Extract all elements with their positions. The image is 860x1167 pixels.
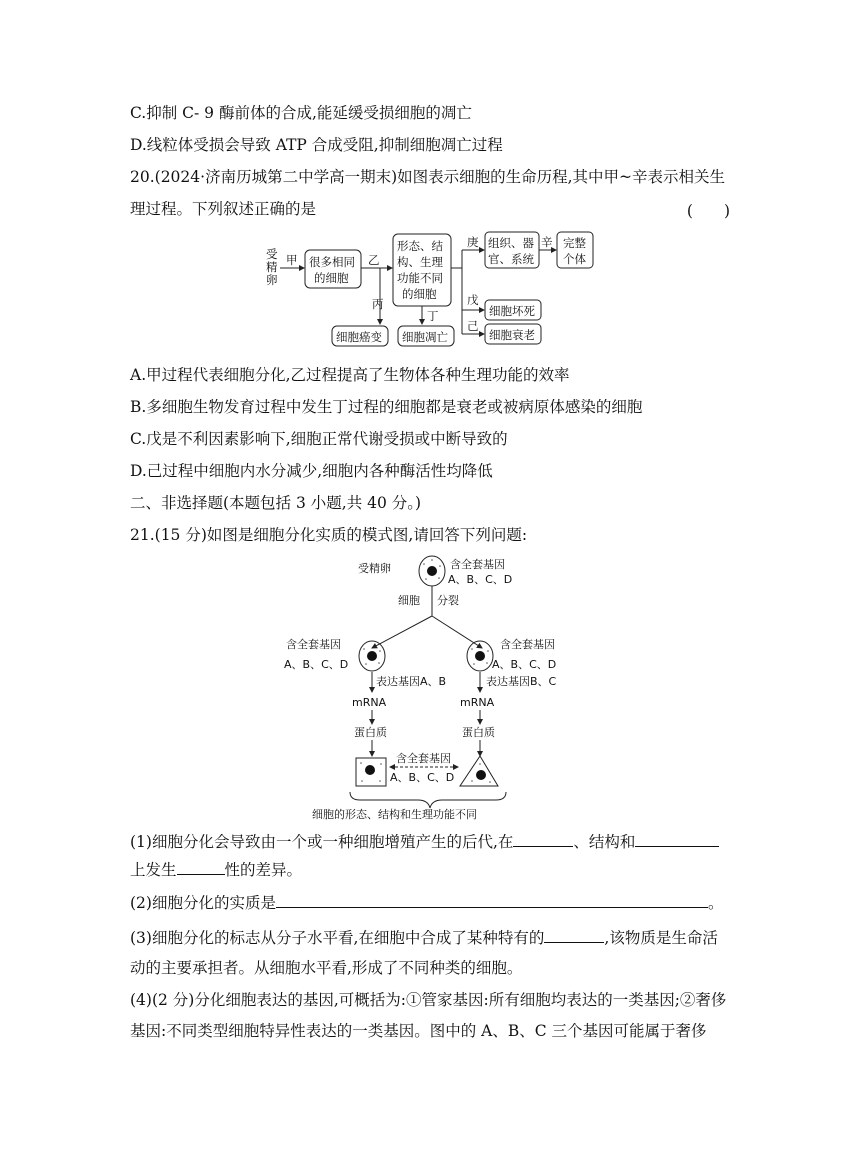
blank-3[interactable] (177, 860, 225, 875)
fig2-right-all: 含全套基因 (500, 638, 555, 651)
blank-2[interactable] (635, 832, 719, 847)
subq-1-line-1 (130, 832, 719, 852)
fig1-tissue-2: 官、系统 (488, 252, 534, 266)
subq-1-text-a: (1)细胞分化会导致由一个或一种细胞增殖产生的后代,在 (130, 833, 514, 851)
fig1-yi: 乙 (368, 253, 380, 267)
fig1-xin: 辛 (541, 235, 553, 249)
option-d: D.线粒体受损会导致 ATP 合成受阻,抑制细胞凋亡过程 (130, 136, 503, 154)
fig2-brace (350, 792, 506, 808)
fig1-tissue-1: 组织、器 (488, 236, 534, 250)
subq-1-text-c: 上发生 (130, 861, 177, 879)
question-20-stem-cont: 理过程。下列叙述正确的是 (130, 200, 317, 218)
fig2-caption: 细胞的形态、结构和生理功能不同 (312, 808, 477, 821)
subq-4-line-2: 基因:不同类型细胞特异性表达的一类基因。图中的 A、B、C 三个基因可能属于奢侈 (130, 1022, 707, 1040)
fig1-egg-label: 受精卵 (266, 247, 278, 287)
question-20-option-a: A.甲过程代表细胞分化,乙过程提高了生物体各种生理功能的效率 (130, 366, 570, 384)
fig1-necrosis: 细胞坏死 (489, 304, 535, 318)
fig1-wu: 戊 (467, 293, 479, 307)
fig2-protein-right: 蛋白质 (462, 726, 495, 739)
fig2-right-genes: A、B、C、D (492, 658, 557, 671)
fig2-divide: 分裂 (437, 594, 459, 607)
fig1-geng: 庚 (467, 235, 479, 249)
subq-1-text-d: 性的差异。 (224, 861, 303, 879)
cell-life-history-diagram (262, 228, 598, 352)
question-20-option-b: B.多细胞生物发育过程中发生丁过程的细胞都是衰老或被病原体感染的细胞 (130, 398, 643, 416)
section-2-heading: 二、非选择题(本题包括 3 小题,共 40 分。) (130, 494, 422, 512)
fig1-diff-4: 的细胞 (402, 287, 437, 301)
subq-3-line-1 (130, 928, 718, 948)
fig2-cell: 细胞 (398, 594, 420, 607)
fig2-left-genes: A、B、C、D (284, 658, 349, 671)
blank-4[interactable] (276, 893, 708, 908)
fig1-individual-1: 完整 (563, 236, 586, 250)
fig1-diff-2: 构、生理 (397, 255, 443, 269)
answer-bracket: ( ) (686, 202, 730, 220)
fig2-right-express: 表达基因B、C (486, 675, 557, 688)
fig1-diff-1: 形态、结 (397, 239, 443, 253)
fig1-same-cells-1: 很多相同 (309, 255, 355, 269)
fig2-genes-abcd: A、B、C、D (448, 573, 513, 586)
fig2-left-all: 含全套基因 (286, 638, 341, 651)
option-c: C.抑制 C‑ 9 酶前体的合成,能延缓受损细胞的凋亡 (130, 104, 472, 122)
question-21-stem: 21.(15 分)如图是细胞分化实质的模式图,请回答下列问题: (130, 526, 528, 544)
subq-3-text-a: (3)细胞分化的标志从分子水平看,在细胞中合成了某种特有的 (130, 929, 545, 947)
subq-1-line-2 (130, 860, 302, 880)
fig1-individual-2: 个体 (563, 252, 586, 266)
subq-1-text-b: 、结构和 (573, 833, 636, 851)
fig1-ding: 丁 (427, 309, 439, 323)
fig2-egg: 受精卵 (358, 562, 391, 575)
blank-1[interactable] (513, 832, 573, 847)
question-20-stem: 20.(2024·济南历城第二中学高一期末)如图表示细胞的生命历程,其中甲~辛表示相关生 (130, 168, 726, 186)
fig2-bottom-all: 含全套基因 (396, 752, 451, 765)
subq-3-line-2: 动的主要承担者。从细胞水平看,形成了不同种类的细胞。 (130, 959, 523, 977)
fig2-all-genes: 含全套基因 (450, 558, 505, 571)
subq-3-text-b: ,该物质是生命活 (604, 929, 718, 947)
fig1-ji: 己 (467, 319, 479, 333)
fig2-protein-left: 蛋白质 (354, 726, 387, 739)
blank-5[interactable] (544, 928, 604, 943)
subq-2-text: (2)细胞分化的实质是 (130, 894, 276, 912)
subq-2-line (130, 893, 723, 913)
fig2-mrna-left: mRNA (352, 696, 387, 709)
fig1-bing: 丙 (372, 297, 384, 311)
fig2-mrna-right: mRNA (460, 696, 495, 709)
fig1-same-cells-2: 的细胞 (314, 271, 349, 285)
question-20-option-d: D.己过程中细胞内水分减少,细胞内各种酶活性均降低 (130, 462, 493, 480)
question-20-option-c: C.戊是不利因素影响下,细胞正常代谢受损或中断导致的 (130, 430, 508, 448)
fig2-left-express: 表达基因A、B (376, 675, 447, 688)
fig1-jia: 甲 (286, 253, 298, 267)
fig2-bottom-genes: A、B、C、D (390, 771, 455, 784)
fig1-apoptosis: 细胞凋亡 (402, 330, 448, 344)
subq-4-line-1: (4)(2 分)分化细胞表达的基因,可概括为:①管家基因:所有细胞均表达的一类基因;②奢侈 (130, 991, 727, 1009)
fig1-aging: 细胞衰老 (489, 328, 535, 342)
cell-differentiation-diagram (284, 552, 562, 821)
fig1-cancer: 细胞癌变 (336, 330, 382, 344)
subq-2-end: 。 (707, 894, 724, 912)
fig1-diff-3: 功能不同 (397, 271, 443, 285)
